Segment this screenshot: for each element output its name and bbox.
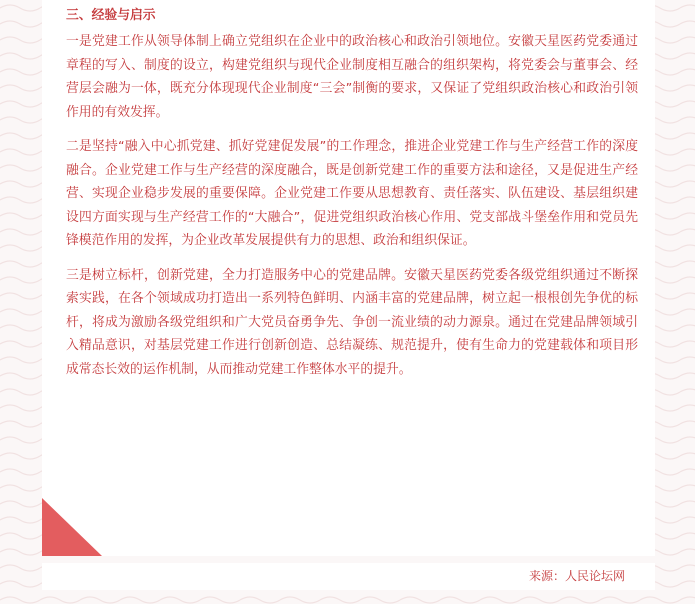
paragraph-3: 三是树立标杆，创新党建，全力打造服务中心的党建品牌。安徽天星医药党委各级党组织通过不断探索实践，在各个领域成功打造出一系列特色鲜明、内涵丰富的党建品牌，树立起一根根创先争优的标杆，将成为激励各级党组织和广大党员奋勇争先、争创一流业绩的动力源泉。通过在党建品牌领域引入精品意识，对基层党建工作进行创新创造、总结凝练、规范提升，使有生命力的党建载体和项目形成常态长效的运作机制，从而推动党建工作整体水平的提升。 xyxy=(66,267,638,377)
article-card xyxy=(42,0,655,556)
source-credit: 来源：人民论坛网 xyxy=(528,569,625,583)
paragraph-1: 一是党建工作从领导体制上确立党组织在企业中的政治核心和政治引领地位。安徽天星医药党委通过章程的写入、制度的设立，构建党组织与现代企业制度相互融合的组织架构，将党委会与董事会、经营层会融为一体，既充分体现现代企业制度“三会”制衡的要求，又保证了党组织政治核心和政治引领作用的有效发挥。 xyxy=(66,34,638,120)
article-content xyxy=(66,4,638,392)
paragraph-2: 二是坚持“融入中心抓党建、抓好党建促发展”的工作理念，推进企业党建工作与生产经营工作的深度融合。企业党建工作与生产经营的深度融合，既是创新党建工作的重要方法和途径，又是促进生产经营、实现企业稳步发展的重要保障。企业党建工作要从思想教育、责任落实、队伍建设、基层组织建设四方面实现与生产经营工作的“大融合”，促进党组织政治核心作用、党支部战斗堡垒作用和党员先锋模范作用的发挥，为企业改革发展提供有力的思想、政治和组织保证。 xyxy=(66,139,638,248)
corner-triangle-decoration xyxy=(42,498,102,556)
section-title: 三、经验与启示 xyxy=(66,8,156,23)
source-bar xyxy=(42,563,655,590)
